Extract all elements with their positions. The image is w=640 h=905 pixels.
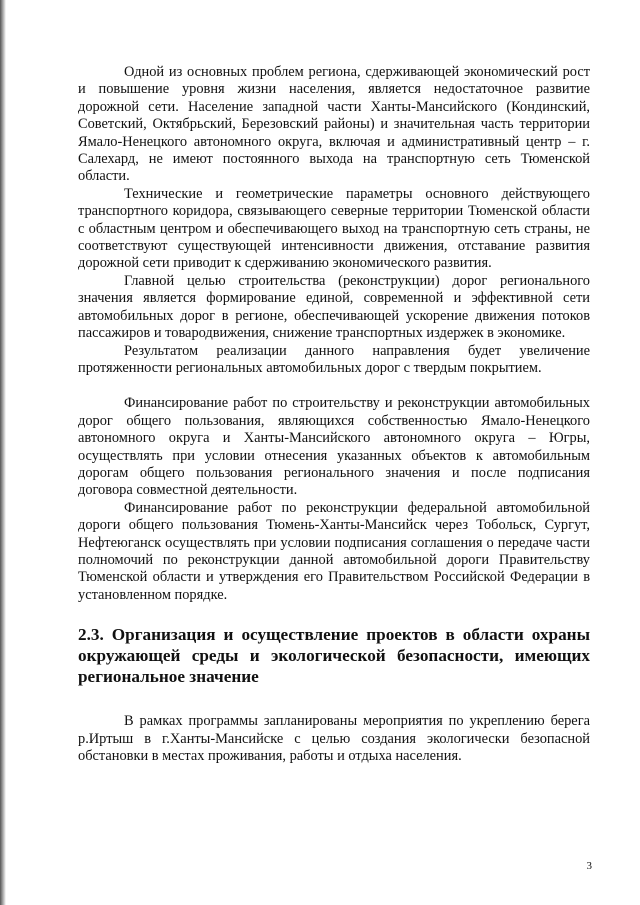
paragraph-transport-corridor: Технические и геометрические параметры основного действующего транспортного коридора, связывающего северные территории Тюменской области с областным центром и обеспечивающего выход на транспортную сеть страны, не соответствуют существующей интенсивности движения, отставание развития дорожной сети приводит к сдерживанию экономического развития. <box>78 185 590 272</box>
paragraph-development-problem: Одной из основных проблем региона, сдерживающей экономический рост и повышение уровня жизни населения, является недостаточное развитие дорожной сети. Население западной части Ханты-Мансийского (Кондинский, Советский, Октябрьский, Березовский районы) и значительная часть территории Ямало-Ненецкого автономного округа, включая и административный центр – г. Салехард, не имеют постоянного выхода на транспортную сеть Тюменской области. <box>78 64 590 185</box>
paragraph-irtysh-bank: В рамках программы запланированы мероприятия по укреплению берега р.Иртыш в г.Ханты-Мансийске с целью создания экологически безопасной обстановки в местах проживания, работы и отдыха населения. <box>78 713 590 764</box>
paragraph-financing-regional: Финансирование работ по строительству и реконструкции автомобильных дорог общего пользования, являющихся собственностью Ямало-Ненецкого автономного округа и Ханты-Мансийского автономного округа – Югры, осуществлять при условии отнесения указанных объектов к автомобильным дорогам общего пользования регионального значения и после подписания договора совместной деятельности. <box>78 395 590 499</box>
section-heading: 2.3. Организация и осуществление проектов в области охраны окружающей среды и экологической безопасности, имеющих региональное значение <box>78 625 590 687</box>
paragraph-main-goal: Главной целью строительства (реконструкции) дорог регионального значения является формирование единой, современной и эффективной сети автомобильных дорог в регионе, обеспечивающей ускорение движения потоков пассажиров и товародвижения, снижение транспортных издержек в экономике. <box>78 272 590 342</box>
paragraph-gap <box>78 377 590 395</box>
page-number: 3 <box>586 860 592 872</box>
paragraph-result: Результатом реализации данного направления будет увеличение протяженности региональных автомобильных дорог с твердым покрытием. <box>78 342 590 376</box>
paragraph-financing-federal: Финансирование работ по реконструкции федеральной автомобильной дороги общего пользования Тюмень-Ханты-Мансийск через Тобольск, Сургут, Нефтеюганск осуществлять при условии подписания соглашения о передаче части полномочий по реконструкции данной автомобильной дороги Правительству Тюменской области и утверждения его Правительством Российской Федерации в установленном порядке. <box>78 499 590 603</box>
